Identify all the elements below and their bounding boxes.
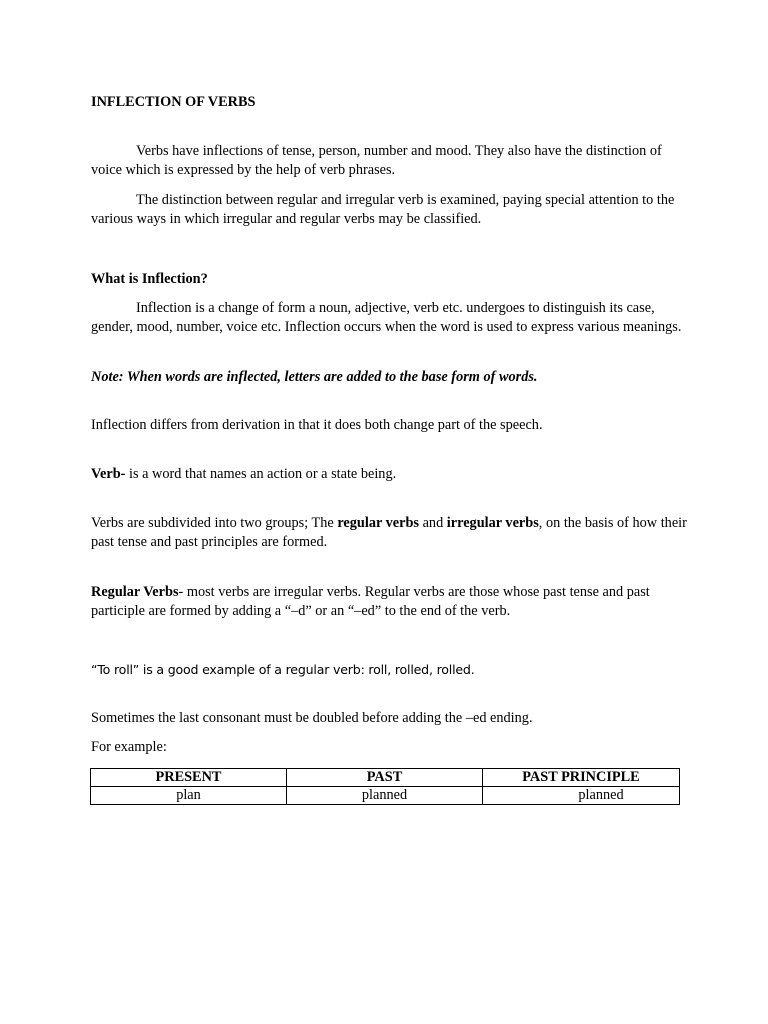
regular-verbs-paragraph — [91, 583, 691, 621]
verb-forms-table — [90, 768, 680, 805]
verb-term: Verb- — [91, 466, 126, 482]
table-header-row — [91, 769, 680, 787]
regular-verbs-heading: Regular Verbs — [91, 584, 179, 600]
groups-and-text: and — [419, 515, 447, 531]
intro-paragraph-2: The distinction between regular and irregular verb is examined, paying special attention to the various ways in which irregular and regular verbs may be classified. — [91, 192, 675, 227]
header-past-principle: PAST PRINCIPLE — [483, 769, 680, 787]
cell-present: plan — [91, 787, 287, 805]
groups-pre-text: Verbs are subdivided into two groups; The — [91, 515, 338, 531]
to-roll-example: “To roll” is a good example of a regular verb: roll, rolled, rolled. — [91, 662, 475, 677]
irregular-verbs-term: irregular verbs — [446, 515, 539, 531]
verb-definition-text: is a word that names an action or a state being. — [125, 466, 397, 482]
inflection-heading: What is Inflection? — [91, 271, 208, 287]
inflection-paragraph: Inflection is a change of form a noun, adjective, verb etc. undergoes to distinguish its case, gender, mood, number, voice etc. Inflection occurs when the word is used to express various meanings. — [91, 300, 682, 335]
regular-verbs-term: regular verbs — [337, 515, 419, 531]
for-example-label: For example: — [91, 739, 167, 755]
derivation-paragraph: Inflection differs from derivation in that it does both change part of the speech. — [91, 417, 543, 433]
inflection-note: Note: When words are inflected, letters are added to the base form of words. — [91, 369, 538, 385]
header-present: PRESENT — [91, 769, 287, 787]
cell-past-principle: planned — [483, 787, 680, 805]
regular-verbs-text: - most verbs are irregular verbs. Regular verbs are those whose past tense and past participle are formed by adding a “–d” or an “–ed” to the end of the verb. — [91, 584, 650, 619]
double-consonant-paragraph: Sometimes the last consonant must be doubled before adding the –ed ending. — [91, 710, 533, 726]
header-past: PAST — [287, 769, 483, 787]
verb-definition — [91, 465, 691, 484]
verb-groups-paragraph — [91, 514, 691, 552]
table-row — [91, 787, 680, 805]
cell-past: planned — [287, 787, 483, 805]
document-title: INFLECTION OF VERBS — [91, 94, 256, 110]
groups-post-text: , on the basis of how their past tense and past principles are formed. — [91, 515, 687, 550]
intro-paragraph-1: Verbs have inflections of tense, person, number and mood. They also have the distinction of voice which is expressed by the help of verb phrases. — [91, 143, 662, 178]
